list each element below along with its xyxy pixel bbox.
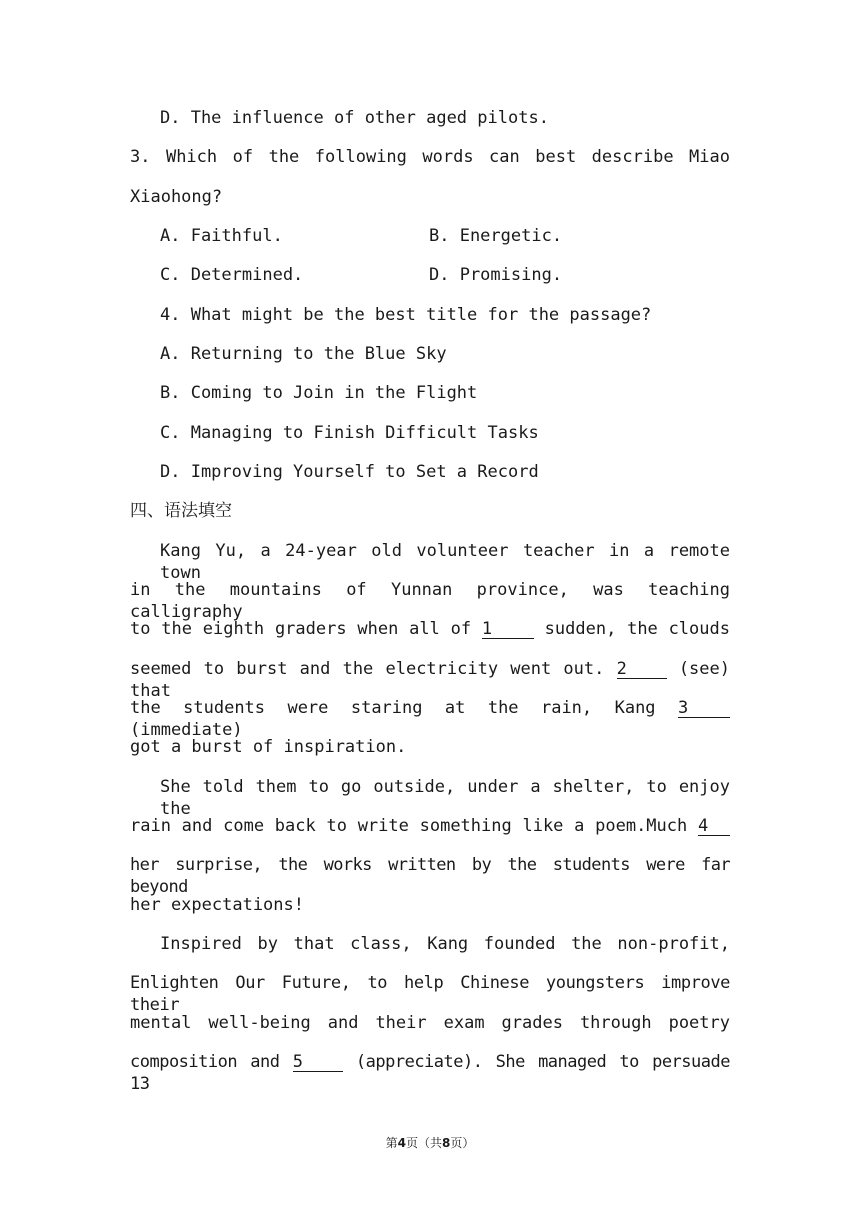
section-heading: 四、语法填空 bbox=[130, 501, 232, 521]
q3-option-b: B. Energetic. bbox=[429, 226, 563, 246]
para3-line4-text-b: (appreciate). She managed to persuade 13 bbox=[130, 1052, 730, 1094]
para2-line2 bbox=[130, 815, 730, 837]
para1-line3-text-b: sudden, the clouds bbox=[544, 619, 730, 639]
para1-line4-text-a: seemed to burst and the electricity went out. bbox=[130, 659, 605, 679]
para1-line1: Kang Yu, a 24-year old volunteer teacher in a remote town bbox=[160, 541, 730, 583]
para3-line4 bbox=[130, 1051, 730, 1095]
para1-line3 bbox=[130, 618, 730, 640]
para2-line4: her expectations! bbox=[130, 895, 304, 915]
para1-line5 bbox=[130, 697, 730, 741]
q3-option-c: C. Determined. bbox=[160, 265, 304, 285]
footer-middle: 页（共 bbox=[405, 1136, 442, 1150]
blank-4[interactable]: 4 bbox=[698, 817, 730, 836]
footer-suffix: 页） bbox=[450, 1136, 475, 1150]
footer-total-pages: 8 bbox=[442, 1136, 451, 1150]
q3-stem-line2: Xiaohong? bbox=[130, 187, 223, 207]
q3-stem-line1: 3. Which of the following words can best describe Miao bbox=[130, 147, 730, 167]
q4-option-b: B. Coming to Join in the Flight bbox=[160, 383, 478, 403]
para1-line4-text-b: (see) that bbox=[130, 659, 730, 701]
page-footer bbox=[0, 1134, 860, 1151]
footer-prefix: 第 bbox=[385, 1136, 398, 1150]
q4-option-d: D. Improving Yourself to Set a Record bbox=[160, 462, 539, 482]
q3-option-d: D. Promising. bbox=[429, 265, 563, 285]
para3-line3: mental well‑being and their exam grades through poetry bbox=[130, 1013, 730, 1033]
para2-line3: her surprise, the works written by the students were far beyond bbox=[130, 855, 730, 897]
para1-line5-text-a: the students were staring at the rain, Kang bbox=[130, 698, 656, 718]
para3-line4-text-a: composition and bbox=[130, 1052, 280, 1072]
para2-line1: She told them to go outside, under a shelter, to enjoy the bbox=[160, 777, 730, 819]
para1-line5-text-b: (immediate) bbox=[130, 720, 243, 740]
para1-line6: got a burst of inspiration. bbox=[130, 737, 407, 757]
para3-line1: Inspired by that class, Kang founded the non‑profit, bbox=[160, 934, 730, 954]
blank-1[interactable]: 1 bbox=[482, 620, 534, 639]
footer-page-number: 4 bbox=[397, 1136, 406, 1150]
para1-line2: in the mountains of Yunnan province, was teaching calligraphy bbox=[130, 580, 730, 622]
blank-2[interactable]: 2 bbox=[617, 660, 667, 679]
para2-line2-text-a: rain and come back to write something like a poem.Much bbox=[130, 816, 688, 836]
para1-line3-text-a: to the eighth graders when all of bbox=[130, 619, 472, 639]
q4-option-a: A. Returning to the Blue Sky bbox=[160, 344, 447, 364]
blank-3[interactable]: 3 bbox=[678, 699, 730, 718]
blank-5[interactable]: 5 bbox=[293, 1053, 343, 1072]
q2-option-d: D. The influence of other aged pilots. bbox=[160, 108, 549, 128]
q4-option-c: C. Managing to Finish Difficult Tasks bbox=[160, 423, 539, 443]
para3-line2: Enlighten Our Future, to help Chinese youngsters improve their bbox=[130, 973, 730, 1015]
para1-line4 bbox=[130, 658, 730, 702]
q3-option-a: A. Faithful. bbox=[160, 226, 283, 246]
q4-stem: 4. What might be the best title for the passage? bbox=[160, 305, 652, 325]
